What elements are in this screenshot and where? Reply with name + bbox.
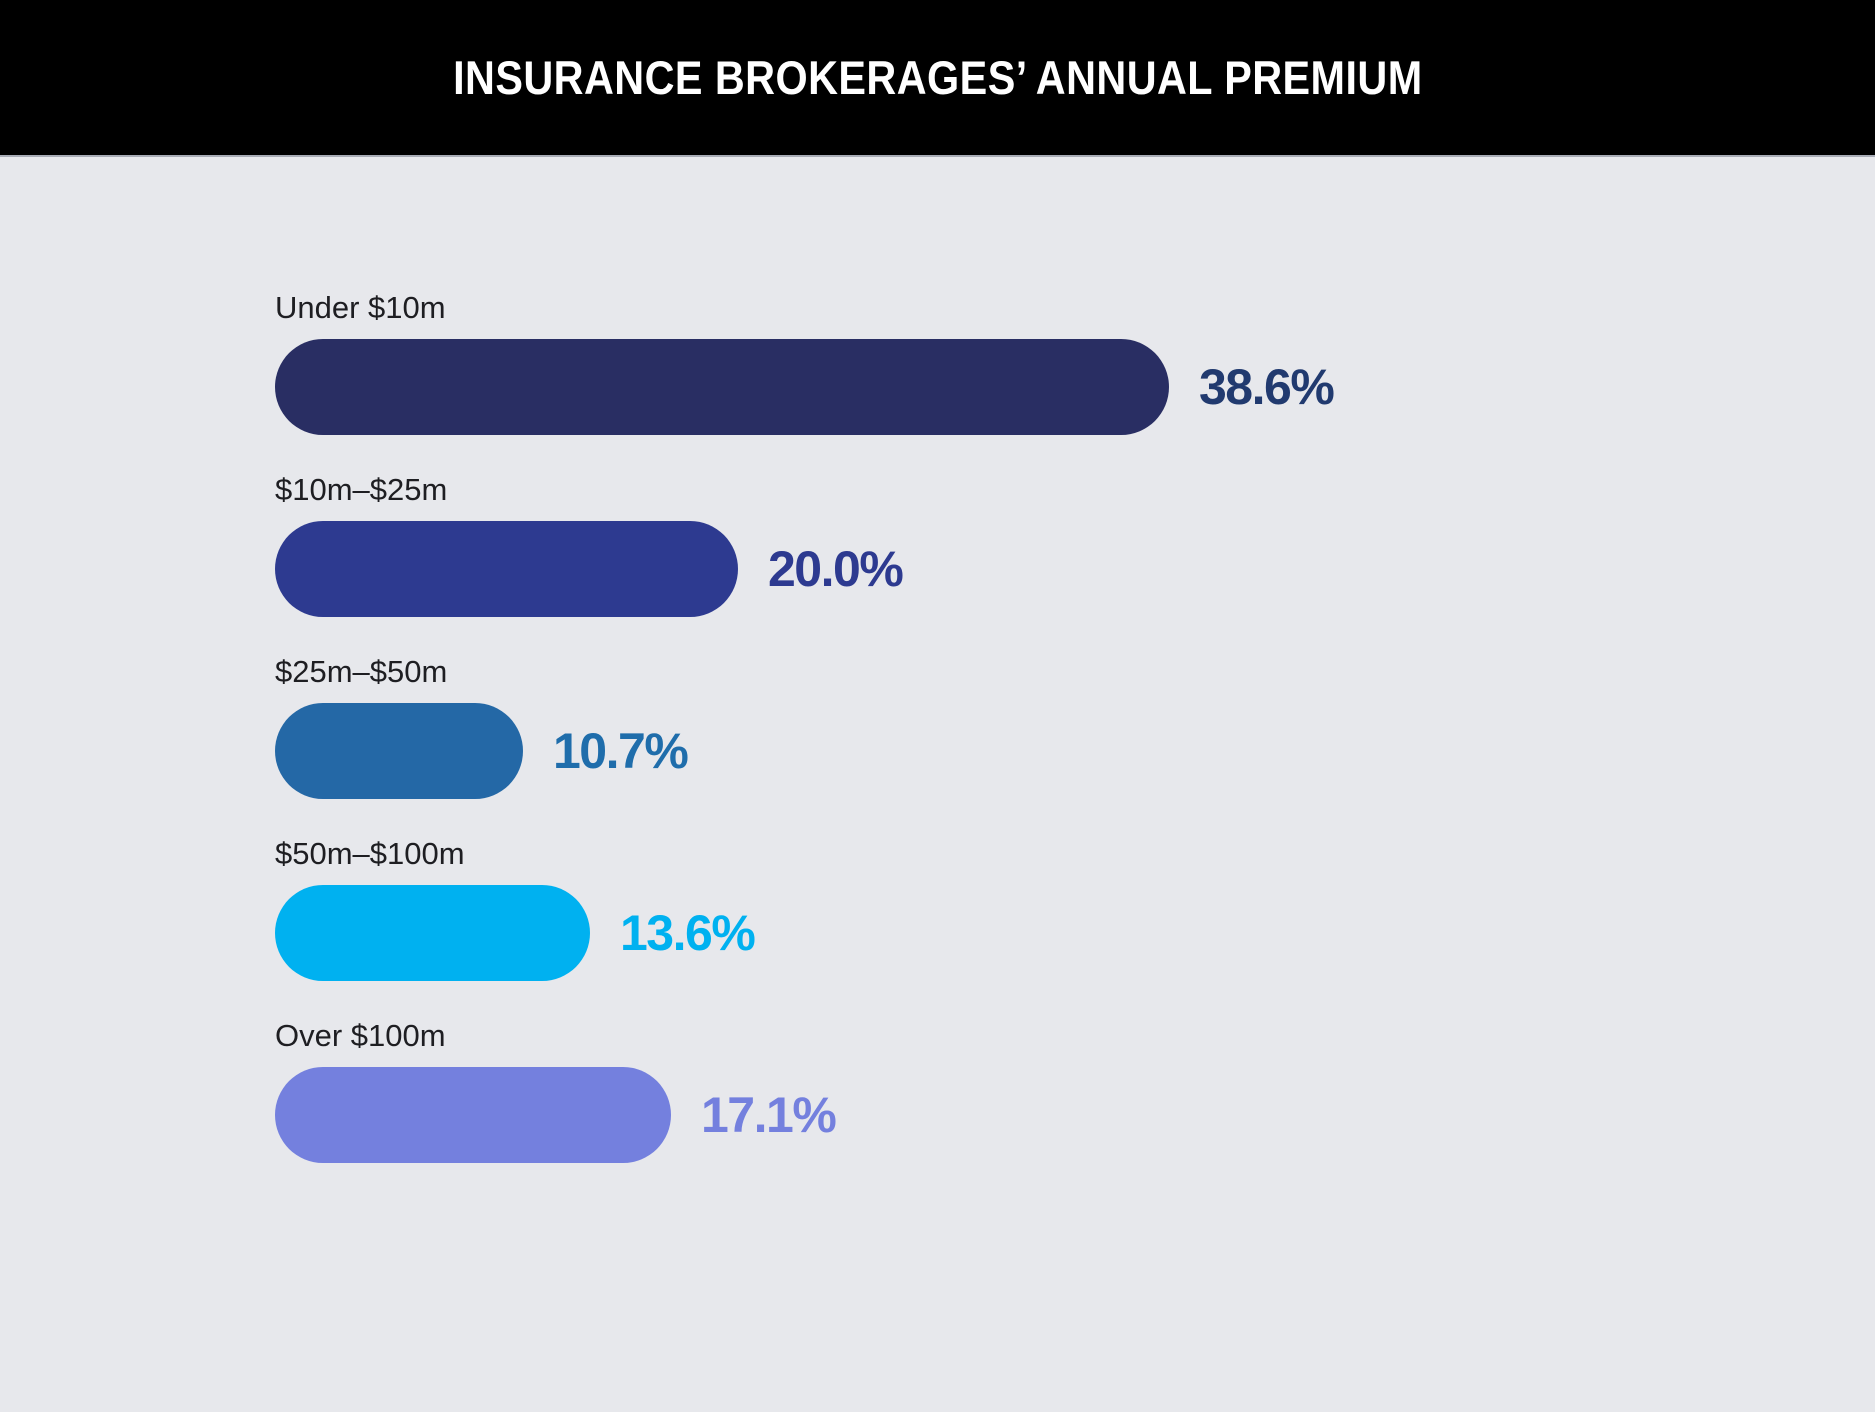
value-label: 20.0% [768, 541, 903, 597]
bar [275, 521, 738, 617]
chart-row [275, 472, 1875, 617]
value-label: 10.7% [553, 723, 688, 779]
bar [275, 885, 590, 981]
chart-row [275, 836, 1875, 981]
bar-chart [0, 157, 1875, 1163]
category-label: $25m–$50m [275, 654, 448, 689]
category-label: Under $10m [275, 290, 446, 325]
bar-line [275, 339, 1875, 435]
bar [275, 339, 1169, 435]
header-banner [0, 0, 1875, 157]
chart-row [275, 654, 1875, 799]
chart-title: INSURANCE BROKERAGES’ ANNUAL PREMIUM [452, 51, 1423, 104]
bar [275, 1067, 671, 1163]
bar-line [275, 703, 1875, 799]
category-label: Over $100m [275, 1018, 446, 1053]
value-label: 13.6% [620, 905, 755, 961]
bar-line [275, 885, 1875, 981]
bar-line [275, 1067, 1875, 1163]
chart-row [275, 290, 1875, 435]
value-label: 38.6% [1199, 359, 1334, 415]
value-label: 17.1% [701, 1087, 836, 1143]
category-label: $10m–$25m [275, 472, 448, 507]
chart-row [275, 1018, 1875, 1163]
bar [275, 703, 523, 799]
category-label: $50m–$100m [275, 836, 465, 871]
bar-line [275, 521, 1875, 617]
